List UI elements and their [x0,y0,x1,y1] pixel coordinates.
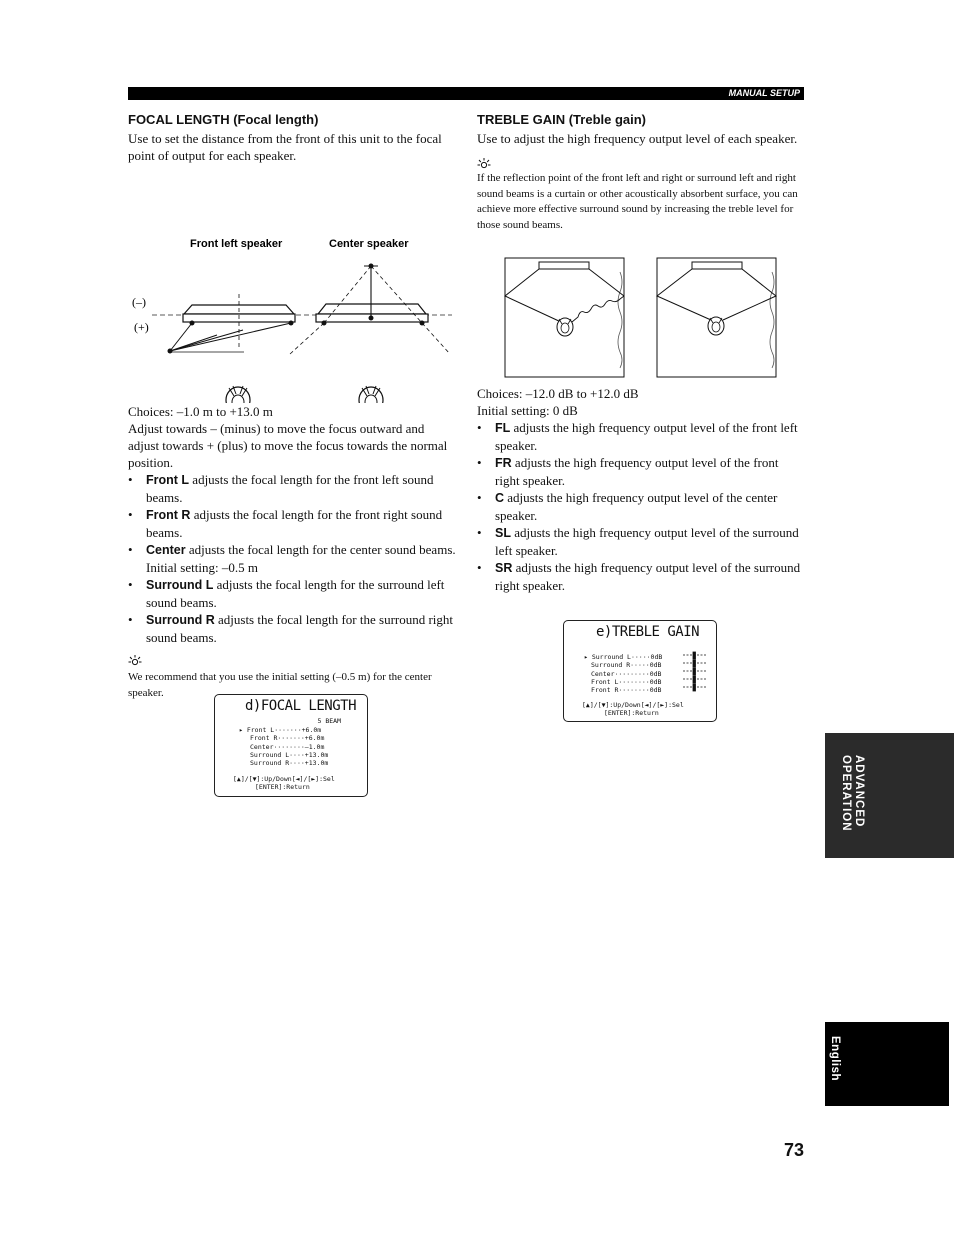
tip-icon [477,157,491,169]
label-center-speaker: Center speaker [329,238,409,250]
focal-diagram-figure [128,168,456,403]
side-tab-language-label: English [829,1036,841,1082]
level-meter-icon [681,651,709,695]
focal-choices: Choices: –1.0 m to +13.0 m [128,404,273,419]
treble-choices: Choices: –12.0 dB to +12.0 dB [477,386,639,401]
focal-length-section [128,112,456,701]
treble-gain-section [477,112,805,594]
lcd-row: Surround L····+13.0m [250,750,329,759]
side-tab-advanced-operation [825,733,954,858]
lcd-row: Surround R····+13.0m [250,759,329,768]
list-item: • Surround L adjusts the focal length for the surround left sound beams. [128,577,445,610]
list-item: • C adjusts the high frequency output level of the center speaker. [477,490,778,523]
focal-tip-text: We recommend that you use the initial setting (–0.5 m) for the center speaker. [128,671,432,699]
lcd-footer-return: [ENTER]:Return [604,709,659,717]
focal-length-heading: FOCAL LENGTH (Focal length) [128,112,319,127]
side-tab-language [825,1022,949,1106]
focal-bullet-list [128,471,456,646]
focal-adjust: Adjust towards – (minus) to move the focus outward and adjust towards + (plus) to move the focus towards the normal position. [128,421,448,470]
front-left-speaker-icon [183,305,295,322]
lcd-row: ▸ Front L·······+6.0m [239,726,322,734]
listener-icon [226,386,250,403]
lcd-row: Front L········0dB [591,677,662,686]
list-item: • Front L adjusts the focal length for the front left sound beams. [128,472,434,505]
focal-length-intro: Use to set the distance from the front of this unit to the focal point of output for each speaker. [128,131,442,163]
focal-length-lcd-display [214,694,368,797]
lcd-row: ▸ Surround L·····0dB [584,653,663,661]
treble-room-diagrams [477,252,805,382]
lcd-row: Center·········0dB [591,669,662,678]
cursor-arrow-icon: ▸ [239,726,247,734]
lcd-row: Surround R·····0dB [591,661,662,670]
lcd-footer-nav: [▲]/[▼]:Up/Down[◄]/[►]:Sel [582,701,684,709]
list-item: • SL adjusts the high frequency output level of the surround left speaker. [477,525,799,558]
listener-icon [708,317,724,335]
lcd-footer-return: [ENTER]:Return [255,783,310,791]
cursor-arrow-icon: ▸ [584,653,592,661]
treble-bullet-list [477,419,805,594]
lcd-title: e)TREBLE GAIN [596,624,700,640]
side-tab-advanced-label: ADVANCED OPERATION [840,755,865,832]
treble-gain-intro: Use to adjust the high frequency output level of each speaker. [477,131,798,146]
list-item: • FR adjusts the high frequency output level of the front right speaker. [477,455,779,488]
lcd-row: Center········–1.0m [250,742,325,751]
treble-gain-lcd-display [563,620,717,722]
lcd-row: Front R·······+6.0m [250,734,325,743]
lcd-footer-nav: [▲]/[▼]:Up/Down[◄]/[►]:Sel [233,775,335,783]
listener-icon [359,386,383,403]
label-front-left-speaker: Front left speaker [190,238,283,250]
treble-initial: Initial setting: 0 dB [477,403,578,418]
label-minus: (–) [132,295,146,309]
treble-tip-text: If the reflection point of the front left and right or surround left and right sound beams is a curtain or other acoustically absorbent surface, you can achieve more effective surround sound by increasing the treble level for those sound beams. [477,172,798,231]
lcd-subtitle: 5 BEAM [317,717,341,725]
list-item: • Front R adjusts the focal length for the front right sound beams. [128,507,443,540]
lcd-row: Front R········0dB [591,686,662,695]
header-section-title: MANUAL SETUP [728,88,800,98]
tip-icon [128,654,142,666]
header-bar [128,87,804,100]
list-item: • SR adjusts the high frequency output level of the surround right speaker. [477,560,801,593]
list-item: • FL adjusts the high frequency output level of the front left speaker. [477,420,798,453]
page-number: 73 [783,1140,804,1160]
list-item: • Center adjusts the focal length for the center sound beams. Initial setting: –0.5 m [128,542,456,575]
room-diagram-figure [477,252,805,382]
listener-icon [557,318,573,336]
treble-gain-heading: TREBLE GAIN (Treble gain) [477,112,647,127]
focal-length-diagram [128,168,456,403]
lcd-title: d)FOCAL LENGTH [245,698,357,714]
label-plus: (+) [134,320,149,334]
list-item: • Surround R adjusts the focal length for the surround right sound beams. [128,612,454,645]
